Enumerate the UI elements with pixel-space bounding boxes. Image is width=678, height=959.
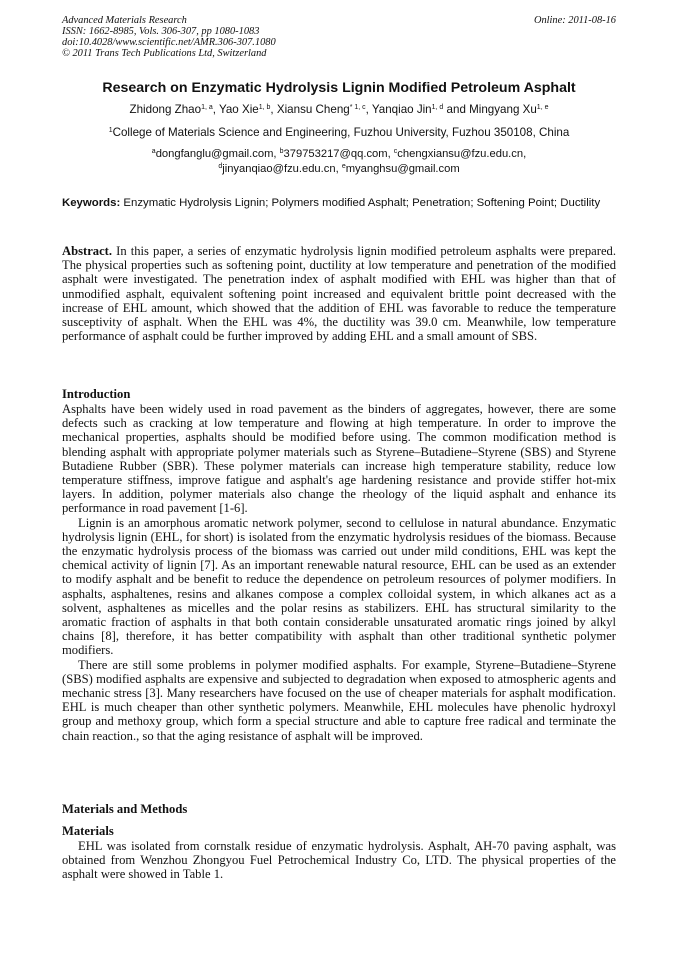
email-address: jinyanqiao@fzu.edu.cn [222,162,336,175]
keywords-text: Enzymatic Hydrolysis Lignin; Polymers modified Asphalt; Penetration; Softening Point; Ductility [123,197,601,209]
introduction-heading: Introduction [62,387,131,401]
author-name: Yao Xie [218,103,259,116]
methods-heading: Materials and Methods [62,802,188,816]
doi-line: doi:10.4028/www.scientific.net/AMR.306-307.1080 [62,37,276,48]
author-separator: and [443,103,470,116]
email-mark: b [279,148,284,155]
author-name: Zhidong Zhao [129,103,202,116]
author-affil-mark: 1, d [431,104,444,111]
author-name: Xiansu Cheng [276,103,350,116]
author-name: Mingyang Xu [469,103,537,116]
email-address: 379753217@qq.com [283,148,388,160]
journal-header [62,15,392,59]
author-affil-mark: * 1, c [349,104,366,111]
email-list [40,147,638,176]
email-mark: e [341,162,346,170]
email-separator: , [523,148,527,160]
email-address: dongfanglu@gmail.com [155,148,274,160]
author-affil-mark: 1, b [258,104,271,111]
journal-name: Advanced Materials Research [62,15,187,26]
copyright-line: © 2011 Trans Tech Publications Ltd, Switzerland [62,48,267,59]
online-date: Online: 2011-08-16 [533,15,616,26]
issn-line: ISSN: 1662-8985, Vols. 306-307, pp 1080-1083 [62,26,260,37]
email-line-1 [40,147,638,162]
introduction-body [62,402,616,743]
paper-title: Research on Enzymatic Hydrolysis Lignin Modified Petroleum Asphalt [102,80,576,96]
keywords [62,196,616,211]
email-mark: d [218,162,223,170]
keywords-label: Keywords: [62,197,121,209]
email-address: chengxiansu@fzu.edu.cn [397,148,524,160]
author-affil-mark: 1, a [201,104,213,111]
email-line-2 [40,162,638,177]
materials-subheading: Materials [62,824,114,838]
materials-paragraph: EHL was isolated from cornstalk residue of enzymatic hydrolysis. Asphalt, AH-70 paving asphalt, was obtained from Wenzhou Zhongyou Fuel Petrochemical Industry Co, LTD. The physical properties of the asphalt were showed in Table 1. [62,839,616,882]
email-separator: , [335,162,342,175]
author-separator: , [365,103,372,116]
author-affil-mark: 1, e [536,104,549,111]
intro-paragraph-2: Lignin is an amorphous aromatic network polymer, second to cellulose in natural abundance. Enzymatic hydrolysis lignin (EHL, for short) is isolated from the enzymatic hydrolysis residues of the biomass. Because the enzymatic hydrolysis process of the biomass was carried out under mild conditions, EHL was kept the chemical activity of lignin [7]. As an important renewable natural resource, EHL can be used as an extender to modify asphalt and be benefit to reduce the dependence on petroleum resources of polymer modifiers. In asphalts, asphaltenes, resins and alkanes compose a complex colloidal system, in which alkanes act as a solvent, asphaltenes as micelles and the polar resins as stabilizers. EHL has structural similarity to the aromatic fraction of asphalts in that both contain considerable unsaturated aromatic rings joined by alkyl chains [8], therefore, it has better compatibility with asphalt than other traditional synthetic polymer modifiers. [62,515,616,658]
methods-body [62,839,616,882]
intro-paragraph-3: There are still some problems in polymer modified asphalts. For example, Styrene–Butadiene–Styrene (SBS) modified asphalts are expensive and subjected to degradation when exposed to atmospheric agents and mechanic stress [3]. Many researchers have focused on the use of cheaper materials for asphalt modification. EHL is much cheaper than other synthetic polymers. Meanwhile, EHL molecules have phenolic hydroxyl group and methoxy group, which form a special structure and able to capture free radical and terminate the chain reaction., so that the aging resistance of asphalt will be improved. [62,657,616,743]
email-mark: a [151,148,156,155]
author-list [40,102,638,117]
email-separator: , [273,148,280,160]
intro-paragraph-1: Asphalts have been widely used in road pavement as the binders of aggregates, however, there are some defects such as cracking at low temperature and flowing at high temperature. In order to improve the mechanical properties, asphalts should be modified before using. The common modification method is blending asphalt with appropriate polymer materials such as Styrene–Butadiene–Styrene (SBS) and Styrene Butadiene Rubber (SBR). These polymer materials can increase high temperature stability, reduce low temperature stiffness, improve fatigue and asphalt's age hardening resistance and provide stiffer hot-mix layers. In addition, polymer materials also change the rheology of the liquid asphalt and enhance its performance in road pavement [1-6]. [62,402,616,516]
author-name: Yanqiao Jin [371,103,432,116]
abstract-label: Abstract. [62,244,113,258]
abstract-text: In this paper, a series of enzymatic hydrolysis lignin modified petroleum asphalts were prepared. The physical properties such as softening point, ductility at low temperature and penetration of the modified asphalt were investigated. The penetration index of asphalt modified with EHL was higher than that of unmodified asphalt, equivalent softening point increased and equivalent brittle point decreased with the increase of EHL amount, which showed that the addition of EHL was favorable to reduce the temperature susceptivity of asphalt. When the EHL was 4%, the ductility was 39.0 cm. Meanwhile, low temperature performance of asphalt could be further improved by adding EHL and a small amount of SBS. [62,244,617,344]
affiliation-mark: 1 [108,127,113,134]
affiliation-text: College of Materials Science and Engineering, Fuzhou University, Fuzhou 350108, China [112,126,570,139]
abstract [62,244,616,343]
author-separator: , [212,103,219,116]
email-mark: c [393,148,398,155]
affiliation [40,125,638,140]
email-address: myanghsu@gmail.com [345,162,460,175]
author-separator: , [270,103,277,116]
email-separator: , [387,148,394,160]
